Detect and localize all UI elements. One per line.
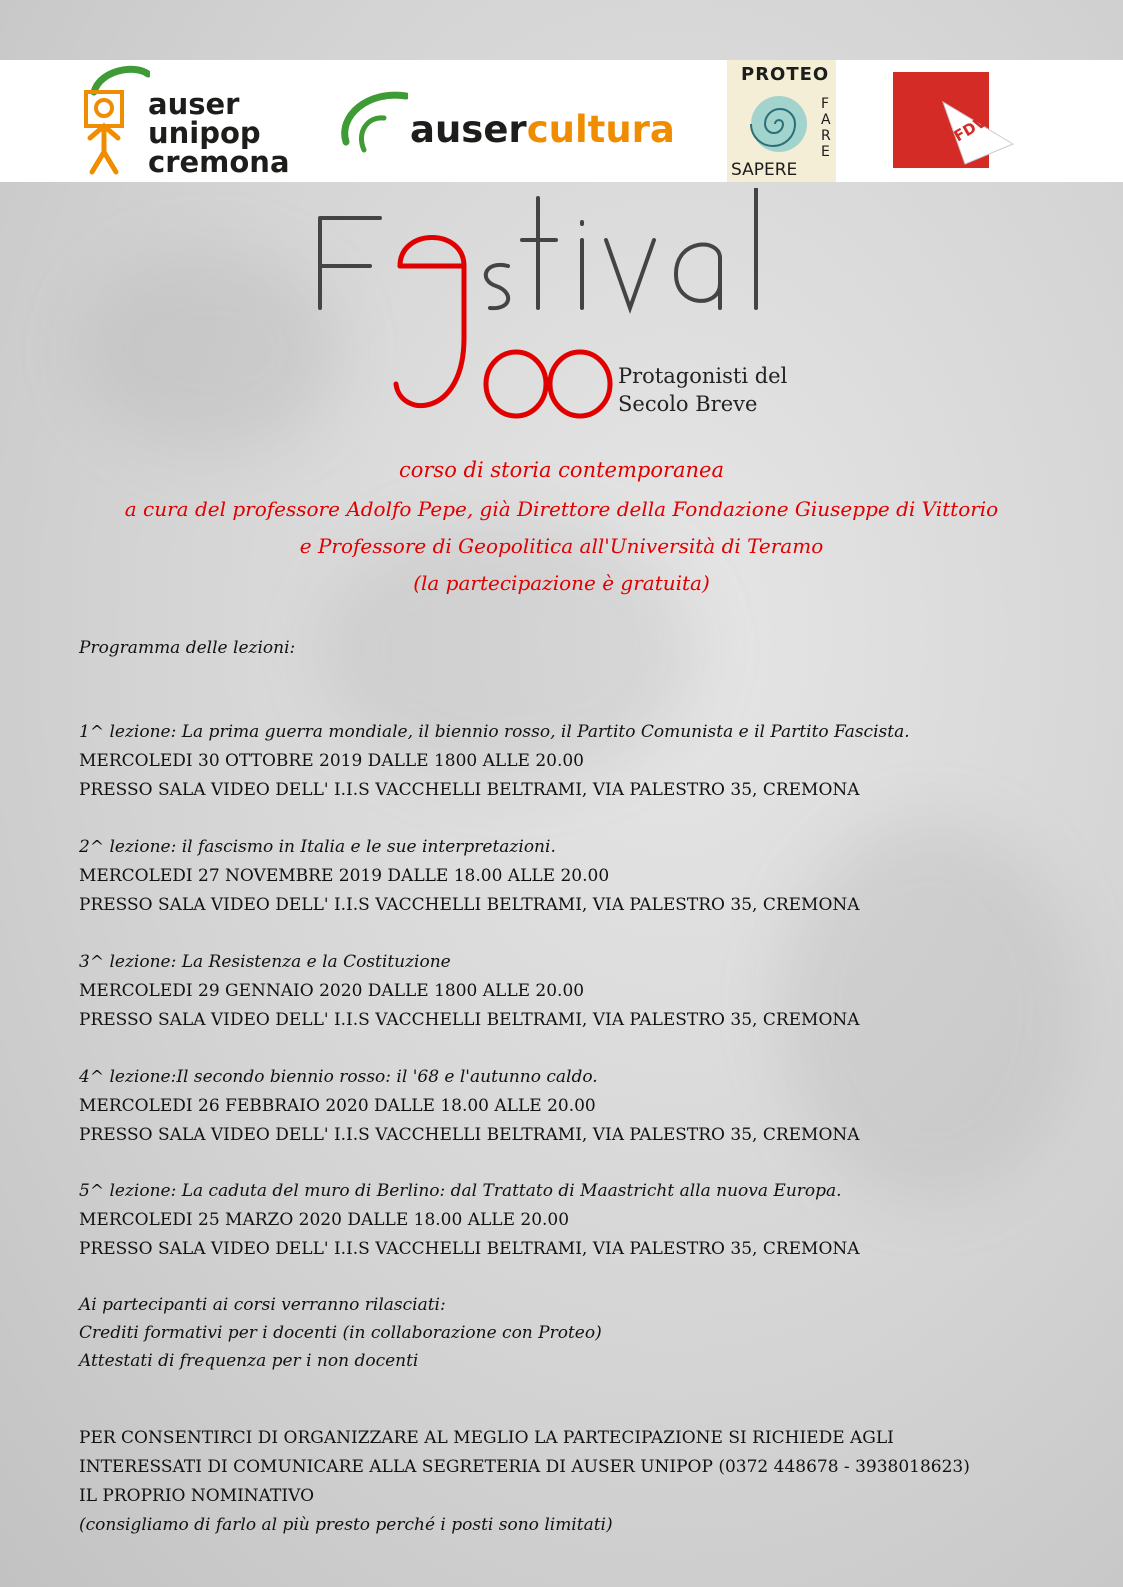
lesson-date: MERCOLEDI 29 GENNAIO 2020 DALLE 1800 ALLE 20.00 (79, 981, 585, 1001)
proteo-logo (727, 60, 836, 182)
intro-line4: (la partecipazione è gratuita) (413, 571, 710, 595)
lesson-topic: Il secondo biennio rosso: il '68 e l'autunno caldo. (176, 1067, 598, 1087)
proteo-right-text: FARE (821, 96, 831, 160)
credits-line2: Crediti formativi per i docenti (in collaborazione con Proteo) (79, 1323, 602, 1343)
lesson-label: 2^ lezione: (79, 837, 177, 857)
lesson-4 (79, 1063, 860, 1150)
proteo-bottom-text: SAPERE (731, 160, 798, 180)
auser-cultura-part1: auser (410, 108, 527, 151)
auser-unipop-logo (80, 64, 310, 180)
fdv-logo (893, 72, 1018, 168)
lesson-label: 1^ lezione: (79, 722, 177, 742)
lesson-place: PRESSO SALA VIDEO DELL' I.I.S VACCHELLI BELTRAMI, VIA PALESTRO 35, CREMONA (79, 1125, 860, 1145)
festival-subtitle-line2: Secolo Breve (618, 392, 758, 416)
auser-cultura-part2: cultura (526, 108, 675, 151)
auser-figure-icon (80, 64, 150, 180)
lesson-3 (79, 948, 860, 1035)
lesson-topic: La prima guerra mondiale, il biennio rosso, il Partito Comunista e il Partito Fascista. (176, 722, 910, 742)
lesson-place: PRESSO SALA VIDEO DELL' I.I.S VACCHELLI BELTRAMI, VIA PALESTRO 35, CREMONA (79, 1010, 860, 1030)
lesson-place: PRESSO SALA VIDEO DELL' I.I.S VACCHELLI BELTRAMI, VIA PALESTRO 35, CREMONA (79, 780, 860, 800)
lesson-topic: il fascismo in Italia e le sue interpretazioni. (176, 837, 556, 857)
program-heading: Programma delle lezioni: (79, 638, 296, 658)
fdv-mark-icon (893, 72, 1018, 168)
lesson-2 (79, 833, 860, 920)
lesson-label: 3^ lezione: (79, 952, 177, 972)
lesson-1 (79, 718, 910, 805)
lesson-date: MERCOLEDI 25 MARZO 2020 DALLE 18.00 ALLE 20.00 (79, 1210, 570, 1230)
logo-band (0, 60, 1123, 182)
credits-block (79, 1291, 602, 1375)
lesson-place: PRESSO SALA VIDEO DELL' I.I.S VACCHELLI BELTRAMI, VIA PALESTRO 35, CREMONA (79, 895, 860, 915)
lesson-label: 5^ lezione: (79, 1181, 177, 1201)
auser-swoosh-icon (338, 86, 408, 156)
credits-line3: Attestati di frequenza per i non docenti (79, 1351, 419, 1371)
lesson-place: PRESSO SALA VIDEO DELL' I.I.S VACCHELLI BELTRAMI, VIA PALESTRO 35, CREMONA (79, 1239, 860, 1259)
lesson-date: MERCOLEDI 27 NOVEMBRE 2019 DALLE 18.00 ALLE 20.00 (79, 866, 610, 886)
credits-line1: Ai partecipanti ai corsi verranno rilasciati: (79, 1295, 446, 1315)
fdv-label: FDV (950, 112, 990, 146)
footer-line1: PER CONSENTIRCI DI ORGANIZZARE AL MEGLIO LA PARTECIPAZIONE SI RICHIEDE AGLI (79, 1428, 894, 1448)
auser-unipop-line2: unipop (148, 116, 261, 150)
festival-subtitle (618, 362, 787, 418)
footer-line4: (consigliamo di farlo al più presto perché i posti sono limitati) (79, 1515, 613, 1535)
intro-line1: corso di storia contemporanea (398, 458, 724, 482)
footer-line2: INTERESSATI DI COMUNICARE ALLA SEGRETERIA DI AUSER UNIPOP (0372 448678 - 3938018623) (79, 1457, 970, 1477)
auser-cultura-logo (338, 86, 688, 156)
auser-unipop-line3: cremona (148, 145, 290, 179)
lesson-date: MERCOLEDI 30 OTTOBRE 2019 DALLE 1800 ALLE 20.00 (79, 751, 584, 771)
lesson-topic: La caduta del muro di Berlino: dal Trattato di Maastricht alla nuova Europa. (176, 1181, 842, 1201)
intro-line2: a cura del professore Adolfo Pepe, già Direttore della Fondazione Giuseppe di Vittorio (124, 497, 999, 521)
proteo-top-text: PROTEO (741, 64, 830, 85)
auser-unipop-line1: auser (148, 87, 240, 121)
lesson-5 (79, 1177, 860, 1264)
intro-line3: e Professore di Geopolitica all'Università di Teramo (299, 534, 824, 558)
footer-line3: IL PROPRIO NOMINATIVO (79, 1486, 315, 1506)
festival-subtitle-line1: Protagonisti del (618, 364, 788, 388)
lesson-label: 4^ lezione: (79, 1067, 177, 1087)
lesson-date: MERCOLEDI 26 FEBBRAIO 2020 DALLE 18.00 ALLE 20.00 (79, 1096, 596, 1116)
footer-block (79, 1424, 970, 1540)
lesson-topic: La Resistenza e la Costituzione (176, 952, 451, 972)
